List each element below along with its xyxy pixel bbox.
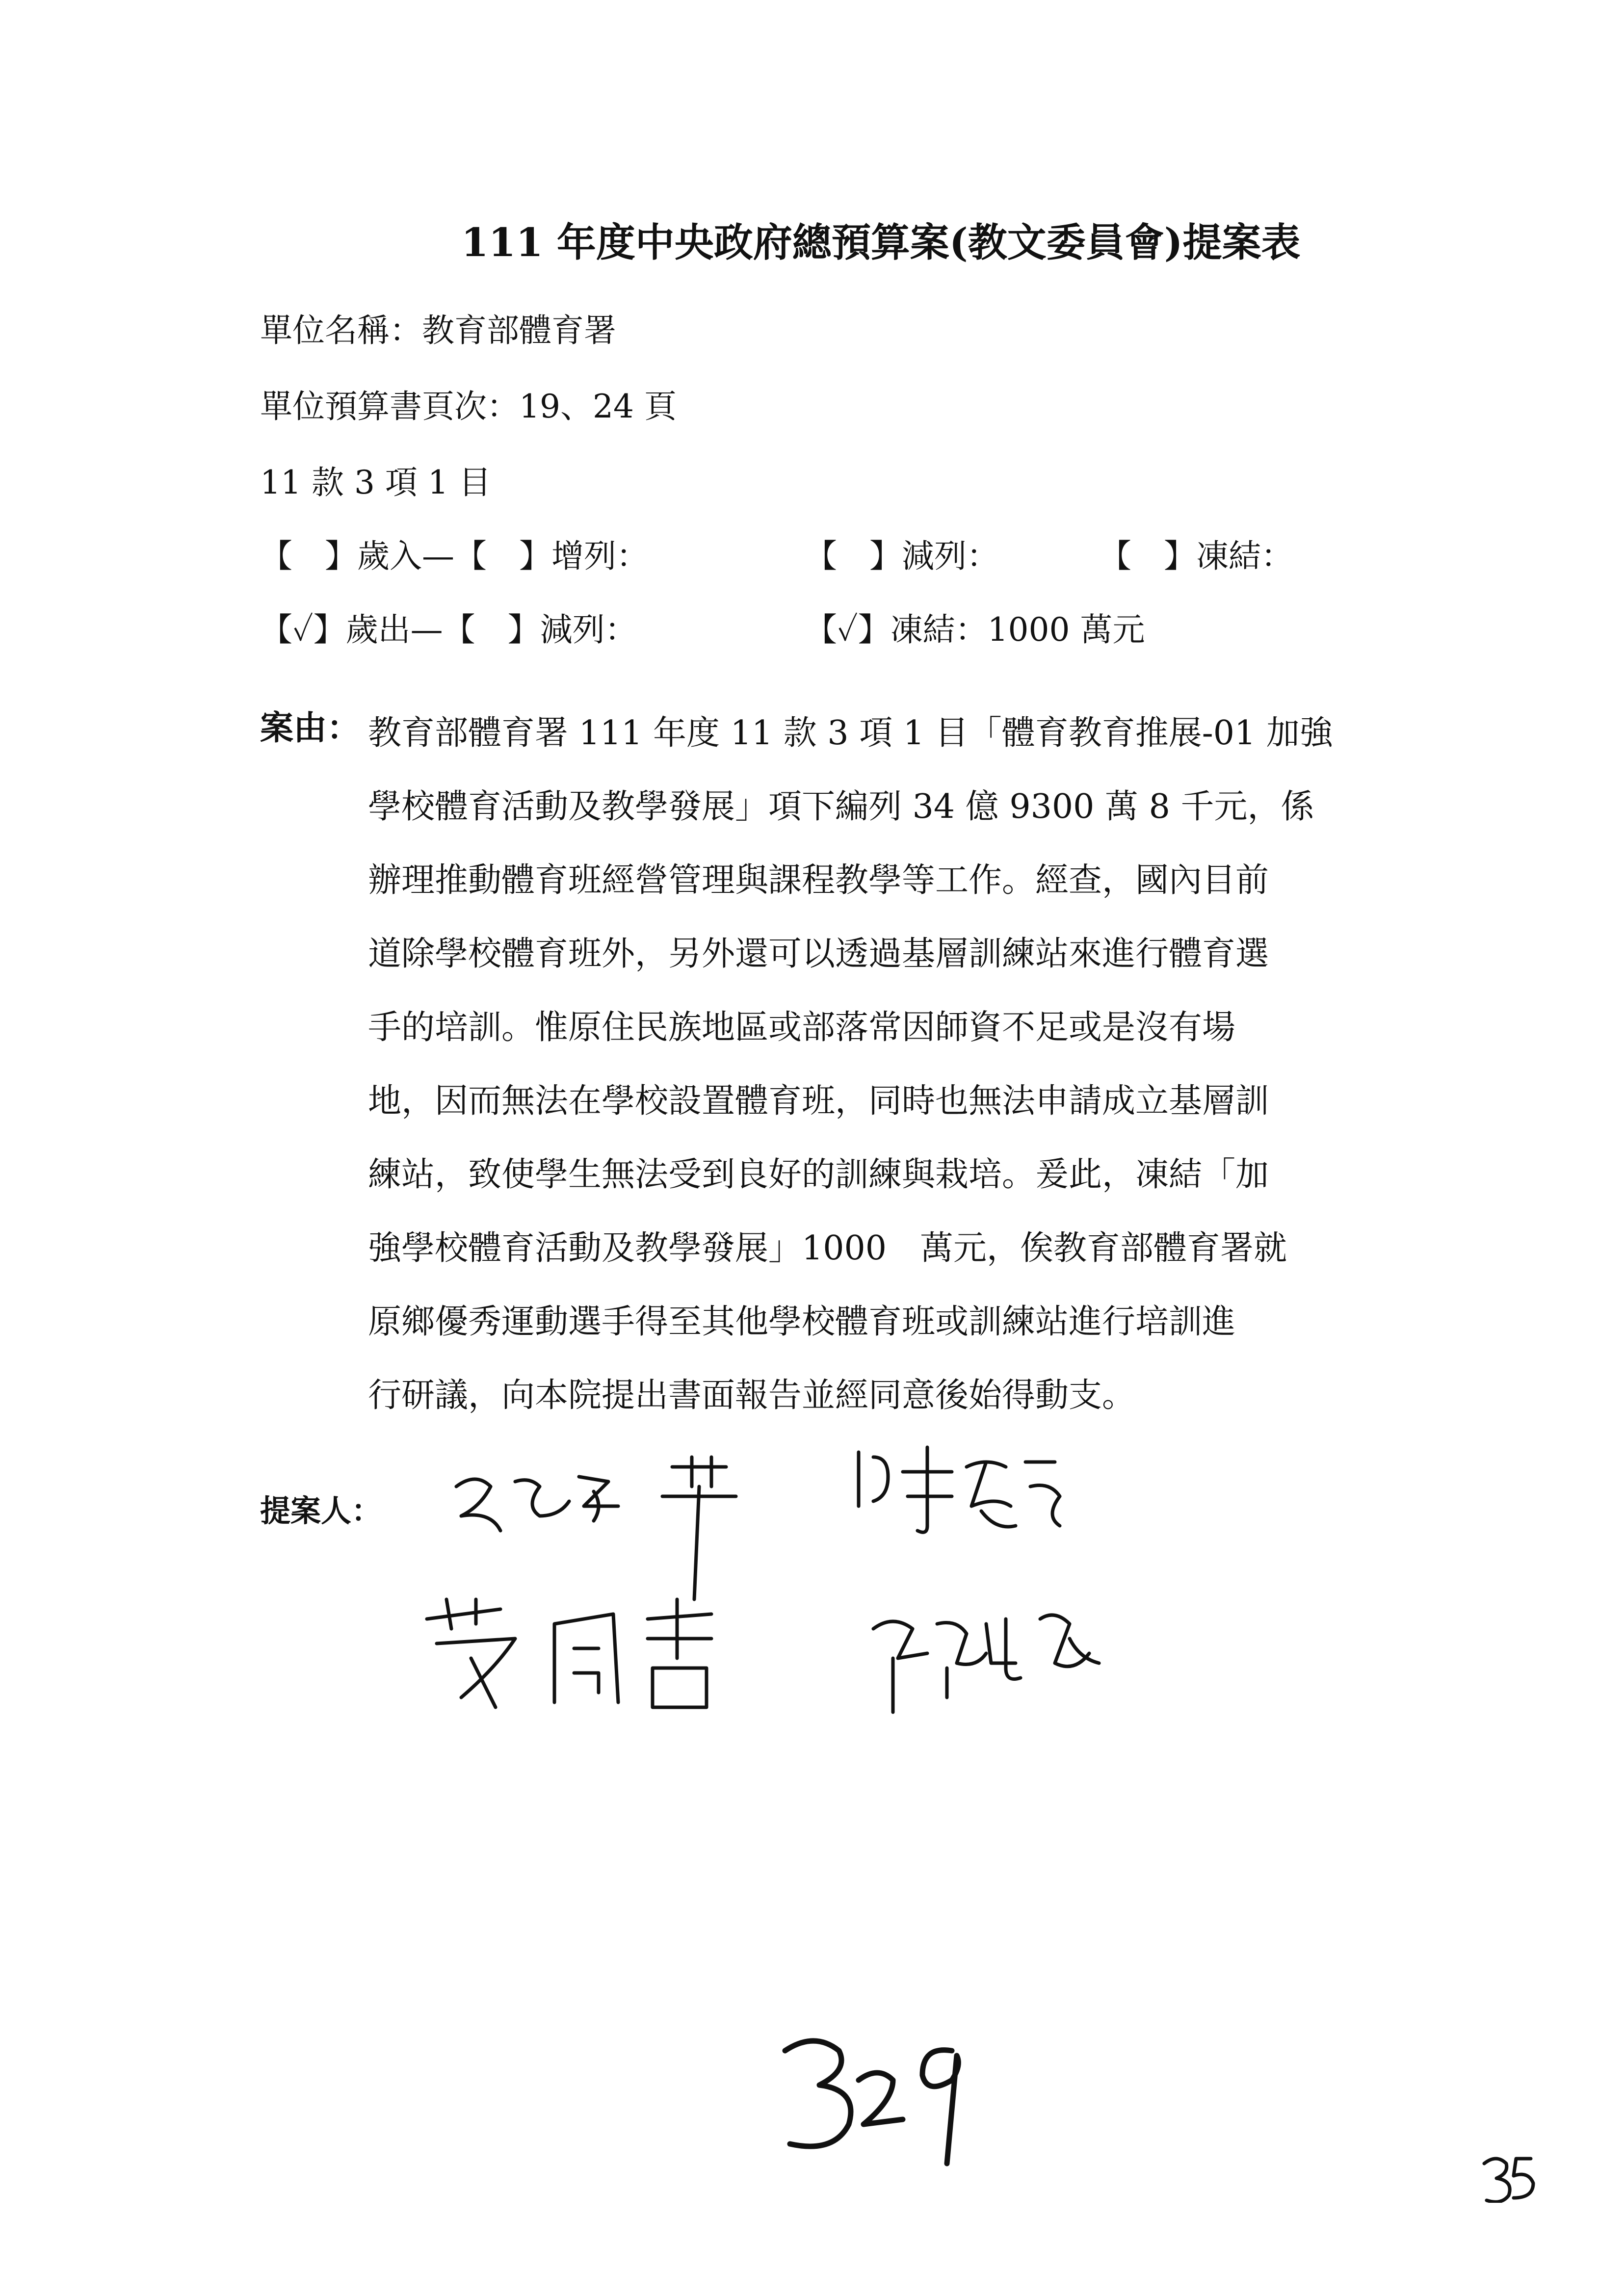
reason-body [368,697,1403,1433]
handwritten-corner-number [1477,2149,1545,2203]
reason-line: 教育部體育署 111 年度 11 款 3 項 1 目「體育教育推展-01 加強 [368,714,1333,753]
proposer-label: 提案人： [260,1493,382,1529]
budget-pages: 單位預算書頁次：19、24 頁 [260,388,677,425]
reason-line: 學校體育活動及教學發展」項下編列 34 億 9300 萬 8 千元，係 [368,787,1314,826]
expense-freeze-amount: 【✓】凍結：1000 萬元 [805,611,1145,649]
reason-line: 行研議，向本院提出書面報告並經同意後始得動支。 [368,1376,1136,1415]
document-title: 111 年度中央政府總預算案(教文委員會)提案表 [461,219,1301,265]
handwritten-signatures [417,1413,1202,1756]
decrease-checkbox: 【 】減列： [805,537,999,575]
unit-name: 單位名稱：教育部體育署 [260,312,616,349]
item-code: 11 款 3 項 1 目 [260,464,491,501]
reason-line: 辦理推動體育班經營管理與課程教學等工作。經查，國內目前 [368,861,1269,900]
reason-line: 強學校體育活動及教學發展」1000 萬元，俟教育部體育署就 [368,1229,1287,1268]
signature-3 [427,1599,711,1707]
signature-1 [456,1457,736,1599]
income-checkbox-row: 【 】歲入—【 】增列： [260,537,649,575]
reason-line: 原鄉優秀運動選手得至其他學校體育班或訓練站進行培訓進 [368,1303,1236,1341]
freeze-checkbox: 【 】凍結： [1099,537,1293,575]
reason-line: 道除學校體育班外，另外還可以透過基層訓練站來進行體育選 [368,935,1269,973]
handwritten-page-number [765,2021,1011,2183]
reason-label: 案由： [260,708,361,748]
signature-2 [859,1447,1060,1532]
reason-line: 地，因而無法在學校設置體育班，同時也無法申請成立基層訓 [368,1082,1269,1121]
expense-checkbox-row: 【✓】歲出—【 】減列： [260,611,637,649]
signature-4 [873,1615,1099,1712]
reason-line: 練站，致使學生無法受到良好的訓練與栽培。爰此，凍結「加 [368,1155,1269,1194]
reason-line: 手的培訓。惟原住民族地區或部落常因師資不足或是沒有場 [368,1008,1236,1047]
